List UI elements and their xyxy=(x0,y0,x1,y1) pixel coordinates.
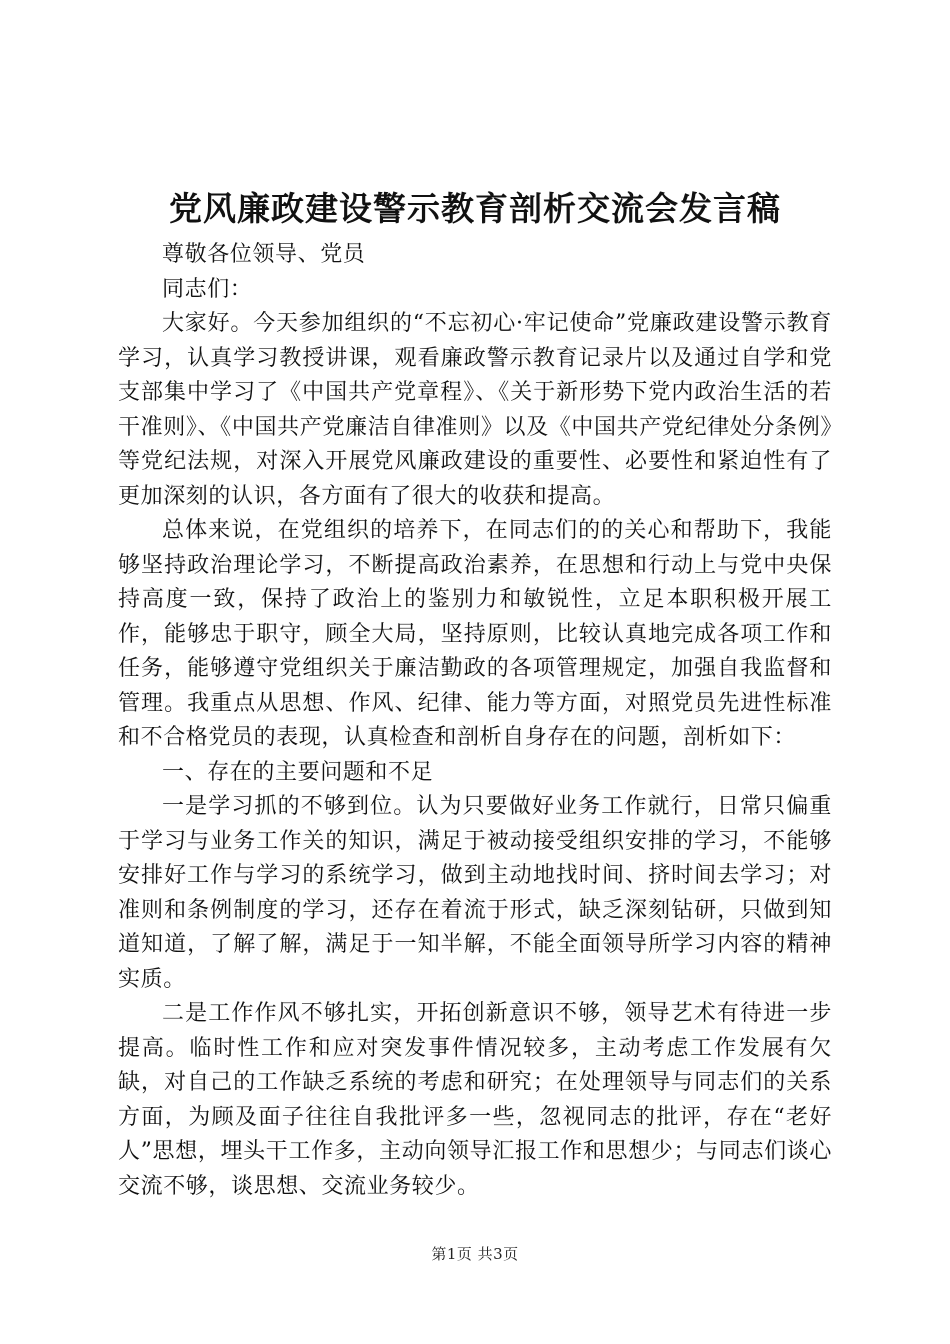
document-body xyxy=(118,238,832,1204)
paragraph-greeting: 大家好。今天参加组织的“不忘初心·牢记使命”党廉政建设警示教育学习，认真学习教授讲课，观看廉政警示教育记录片以及通过自学和党支部集中学习了《中国共产党章程》、《关于新形势下党内政治生活的若干准则》、《中国共产党廉洁自律准则》以及《中国共产党纪律处分条例》等党纪法规，对深入开展党风廉政建设的重要性、必要性和紧迫性有了更加深刻的认识，各方面有了很大的收获和提高。 xyxy=(118,311,832,509)
section-heading-problems: 一、存在的主要问题和不足 xyxy=(162,759,434,785)
salutation-line-1: 尊敬各位领导、党员 xyxy=(162,242,366,267)
salutation-line-2: 同志们： xyxy=(162,276,253,302)
document-title: 党风廉政建设警示教育剖析交流会发言稿 xyxy=(169,189,781,228)
paragraph-problem-study: 一是学习抓的不够到位。认为只要做好业务工作就行，日常只偏重于学习与业务工作关的知识，满足于被动接受组织安排的学习，不能够安排好工作与学习的系统学习，做到主动地找时间、挤时间去学习；对准则和条例制度的学习，还存在着流于形式，缺乏深刻钻研，只做到知道知道，了解了解，满足于一知半解，不能全面领导所学习内容的精神实质。 xyxy=(118,794,832,992)
paragraph-problem-work-style: 二是工作作风不够扎实，开拓创新意识不够，领导艺术有待进一步提高。临时性工作和应对突发事件情况较多，主动考虑工作发展有欠缺，对自己的工作缺乏系统的考虑和研究；在处理领导与同志们的关系方面，为顾及面子往往自我批评多一些，忽视同志的批评，存在“老好人”思想，埋头干工作多，主动向领导汇报工作和思想少；与同志们谈心交流不够，谈思想、交流业务较少。 xyxy=(118,1001,832,1199)
paragraph-overview: 总体来说，在党组织的培养下，在同志们的的关心和帮助下，我能够坚持政治理论学习，不断提高政治素养，在思想和行动上与党中央保持高度一致，保持了政治上的鉴别力和敏锐性，立足本职积极开展工作，能够忠于职守，顾全大局，坚持原则，比较认真地完成各项工作和任务，能够遵守党组织关于廉洁勤政的各项管理规定，加强自我监督和管理。我重点从思想、作风、纪律、能力等方面，对照党员先进性标准和不合格党员的表现，认真检查和剖析自身存在的问题，剖析如下： xyxy=(118,518,832,750)
page-number-footer: 第1页 共3页 xyxy=(431,1245,519,1263)
